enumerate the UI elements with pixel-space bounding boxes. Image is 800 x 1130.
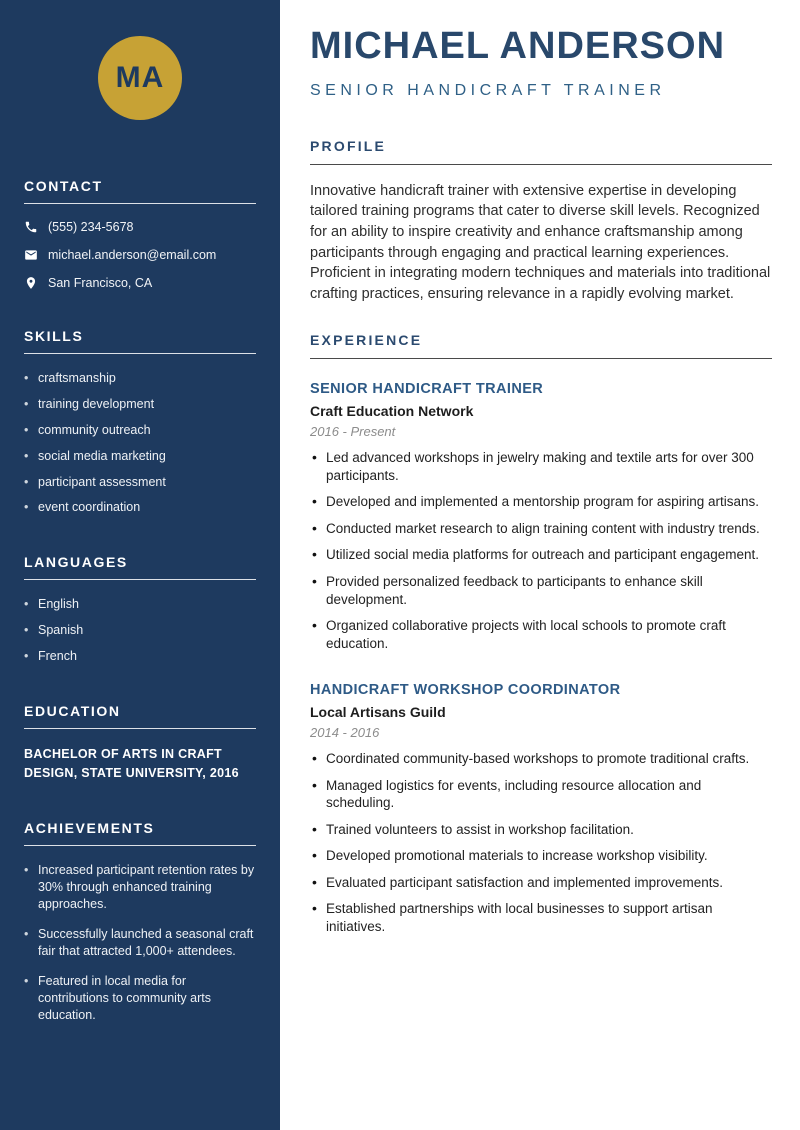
person-title: SENIOR HANDICRAFT TRAINER — [310, 81, 666, 99]
job-bullet: • Trained volunteers to assist in workshop facilitation. — [310, 821, 772, 839]
contact-location: San Francisco, CA — [48, 276, 153, 290]
contact-email-row — [24, 248, 256, 262]
skills-list — [24, 370, 256, 516]
languages-heading: LANGUAGES — [24, 554, 256, 580]
skill-item: • training development — [24, 396, 256, 413]
profile-section — [310, 138, 772, 304]
language-item: • English — [24, 596, 256, 613]
languages-section — [24, 554, 256, 665]
language-item: • French — [24, 648, 256, 665]
main-content — [280, 0, 800, 1130]
phone-icon — [24, 220, 38, 234]
achievements-list — [24, 862, 256, 1023]
education-degree: BACHELOR OF ARTS IN CRAFT DESIGN, STATE UNIVERSITY, 2016 — [24, 746, 239, 780]
job-bullet: • Managed logistics for events, including resource allocation and scheduling. — [310, 777, 772, 812]
achievement-item: • Increased participant retention rates by 30% through enhanced training approaches. — [24, 862, 256, 913]
job-dates: 2014 - 2016 — [310, 725, 380, 741]
avatar-initials: MA — [115, 61, 165, 94]
job-bullet: • Evaluated participant satisfaction and implemented improvements. — [310, 874, 772, 892]
job-bullet: • Provided personalized feedback to participants to enhance skill development. — [310, 573, 772, 608]
location-icon — [24, 276, 38, 290]
achievement-item: • Featured in local media for contributions to community arts education. — [24, 973, 256, 1024]
job-bullet: • Led advanced workshops in jewelry making and textile arts for over 300 participants. — [310, 449, 772, 484]
skill-item: • community outreach — [24, 422, 256, 439]
education-section — [24, 703, 256, 783]
skills-section — [24, 328, 256, 516]
avatar — [98, 36, 182, 120]
skill-item: • participant assessment — [24, 474, 256, 491]
job-company: Local Artisans Guild — [310, 704, 446, 721]
job-bullet: • Conducted market research to align training content with industry trends. — [310, 520, 772, 538]
job-dates: 2016 - Present — [310, 424, 396, 440]
skill-item: • event coordination — [24, 499, 256, 516]
job-title: SENIOR HANDICRAFT TRAINER — [310, 381, 544, 398]
skill-item: • craftsmanship — [24, 370, 256, 387]
achievement-item: • Successfully launched a seasonal craft fair that attracted 1,000+ attendees. — [24, 926, 256, 960]
experience-section — [310, 332, 772, 935]
job-bullet: • Developed and implemented a mentorship program for aspiring artisans. — [310, 493, 772, 511]
skills-heading: SKILLS — [24, 328, 256, 354]
profile-text: Innovative handicraft trainer with extensive expertise in developing tailored training programs that cater to diverse skill levels. Recognized for an ability to inspire creativity and enhance craftsmanship among participants through engaging and practical learning experiences. Proficient in integrating modern techniques and materials into traditional crafting practices, ensuring relevance in a rapidly evolving market. — [310, 182, 771, 302]
languages-list — [24, 596, 256, 665]
job-entry — [310, 381, 772, 652]
education-heading: EDUCATION — [24, 703, 256, 729]
email-icon — [24, 248, 38, 262]
job-bullet-list — [310, 750, 772, 935]
person-name: MICHAEL ANDERSON — [310, 25, 726, 67]
sidebar — [0, 0, 280, 1130]
job-company: Craft Education Network — [310, 403, 474, 420]
contact-location-row — [24, 276, 256, 290]
contact-phone-row — [24, 220, 256, 234]
language-item: • Spanish — [24, 622, 256, 639]
job-bullet-list — [310, 449, 772, 652]
achievements-heading: ACHIEVEMENTS — [24, 820, 256, 846]
contact-phone: (555) 234-5678 — [48, 220, 134, 234]
contact-section — [24, 178, 256, 290]
skill-item: • social media marketing — [24, 448, 256, 465]
job-bullet: • Coordinated community-based workshops to promote traditional crafts. — [310, 750, 772, 768]
job-bullet: • Organized collaborative projects with local schools to promote craft education. — [310, 617, 772, 652]
job-bullet: • Utilized social media platforms for outreach and participant engagement. — [310, 546, 772, 564]
contact-heading: CONTACT — [24, 178, 256, 204]
job-title: HANDICRAFT WORKSHOP COORDINATOR — [310, 682, 621, 699]
contact-email: michael.anderson@email.com — [48, 248, 217, 262]
job-entry — [310, 682, 772, 935]
achievements-section — [24, 820, 256, 1023]
profile-heading: PROFILE — [310, 138, 772, 165]
job-bullet: • Developed promotional materials to increase workshop visibility. — [310, 847, 772, 865]
experience-heading: EXPERIENCE — [310, 332, 772, 359]
job-bullet: • Established partnerships with local businesses to support artisan initiatives. — [310, 900, 772, 935]
